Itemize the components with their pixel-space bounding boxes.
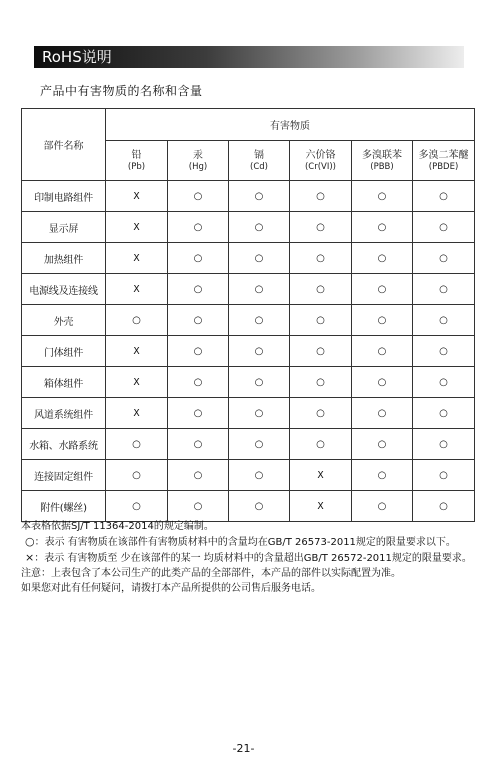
substance-name: 六价铬 [305, 149, 336, 161]
table-row [22, 212, 475, 243]
rohs-title-banner [34, 46, 464, 68]
substance-header [290, 141, 352, 181]
substance-value-cell: ○ [229, 274, 290, 305]
substance-symbol: (Pb) [127, 161, 146, 172]
cross-symbol: × [25, 551, 35, 564]
substance-value-cell: ○ [106, 491, 168, 522]
substance-value-cell: ○ [413, 460, 475, 491]
substance-value-cell: X [106, 336, 168, 367]
substance-header [413, 141, 475, 181]
substance-value-cell: ○ [229, 181, 290, 212]
circle-legend-text: ：表示 有害物质在该部件有害物质材料中的含量均在GB/T 26573-2011规定的限量要求以下。 [34, 537, 456, 548]
substance-value-cell: ○ [168, 429, 229, 460]
substance-value-cell: ○ [168, 460, 229, 491]
substance-value-cell: ○ [290, 336, 352, 367]
table-row [22, 243, 475, 274]
table-body [22, 181, 475, 522]
substance-name: 镉 [254, 149, 264, 161]
substance-value-cell: ○ [352, 243, 413, 274]
substance-value-cell: X [106, 212, 168, 243]
substance-value-cell: ○ [168, 491, 229, 522]
substance-symbol: (Cr(VI)) [304, 161, 337, 172]
page-number: -21- [232, 742, 255, 755]
table-row [22, 460, 475, 491]
substance-value-cell: ○ [229, 336, 290, 367]
substance-value-cell: X [106, 243, 168, 274]
substance-value-cell: ○ [290, 212, 352, 243]
substance-symbol: (PBDE) [428, 161, 459, 172]
substance-value-cell: X [106, 367, 168, 398]
table-row [22, 181, 475, 212]
substance-value-cell: ○ [413, 212, 475, 243]
part-name-cell: 附件(螺丝) [22, 491, 106, 522]
substance-symbol: (Hg) [188, 161, 208, 172]
substance-value-cell: ○ [106, 460, 168, 491]
substance-value-cell: ○ [290, 305, 352, 336]
substance-value-cell: ○ [413, 398, 475, 429]
substance-value-cell: X [106, 181, 168, 212]
substance-value-cell: ○ [229, 367, 290, 398]
substance-name: 多溴联苯 [362, 149, 402, 161]
hazardous-substance-table [21, 108, 475, 522]
part-name-cell: 连接固定组件 [22, 460, 106, 491]
substance-value-cell: ○ [168, 212, 229, 243]
substance-value-cell: ○ [413, 429, 475, 460]
substance-value-cell: ○ [413, 367, 475, 398]
part-name-cell: 箱体组件 [22, 367, 106, 398]
substance-value-cell: ○ [168, 336, 229, 367]
substance-header [106, 141, 168, 181]
notes-section [21, 519, 476, 596]
substance-name: 多溴二苯醚 [418, 149, 469, 161]
substance-name: 铅 [131, 149, 142, 161]
substance-value-cell: ○ [290, 429, 352, 460]
substance-value-cell: ○ [168, 243, 229, 274]
attention-note: 注意：上表包含了本公司生产的此类产品的全部部件，本产品的部件以实际配置为准。 [21, 568, 401, 579]
section-subtitle: 产品中有害物质的名称和含量 [40, 84, 203, 98]
substance-value-cell: ○ [229, 398, 290, 429]
substance-value-cell: ○ [106, 305, 168, 336]
part-name-cell: 加热组件 [22, 243, 106, 274]
substance-value-cell: ○ [352, 274, 413, 305]
substance-header [168, 141, 229, 181]
part-name-cell: 显示屏 [22, 212, 106, 243]
part-name-cell: 电源线及连接线 [22, 274, 106, 305]
substance-symbol: (Cd) [250, 161, 268, 172]
part-name-cell: 门体组件 [22, 336, 106, 367]
substance-name: 汞 [193, 149, 203, 161]
substance-value-cell: ○ [352, 181, 413, 212]
substance-value-cell: ○ [168, 367, 229, 398]
substance-value-cell: ○ [229, 212, 290, 243]
hazardous-substance-group-header: 有害物质 [106, 109, 475, 141]
substance-value-cell: ○ [352, 491, 413, 522]
substance-value-cell: ○ [352, 305, 413, 336]
substance-value-cell: ○ [168, 398, 229, 429]
table-row [22, 367, 475, 398]
substance-header [352, 141, 413, 181]
substance-value-cell: ○ [352, 336, 413, 367]
substance-value-cell: ○ [413, 243, 475, 274]
substance-value-cell: X [290, 460, 352, 491]
substance-value-cell: ○ [413, 274, 475, 305]
substance-value-cell: ○ [229, 429, 290, 460]
substance-value-cell: ○ [290, 274, 352, 305]
substance-value-cell: ○ [290, 243, 352, 274]
substance-value-cell: ○ [106, 429, 168, 460]
substance-value-cell: ○ [413, 305, 475, 336]
substance-value-cell: ○ [413, 491, 475, 522]
table-row [22, 305, 475, 336]
substance-value-cell: ○ [168, 305, 229, 336]
substance-value-cell: ○ [229, 243, 290, 274]
substance-value-cell: ○ [168, 181, 229, 212]
part-name-cell: 印制电路组件 [22, 181, 106, 212]
substance-value-cell: ○ [352, 367, 413, 398]
substance-value-cell: ○ [413, 336, 475, 367]
substance-value-cell: ○ [352, 398, 413, 429]
substance-value-cell: ○ [290, 367, 352, 398]
cross-legend [21, 550, 476, 566]
substance-value-cell: ○ [168, 274, 229, 305]
substance-value-cell: ○ [229, 460, 290, 491]
table-row [22, 429, 475, 460]
substance-value-cell: ○ [352, 460, 413, 491]
basis-note: 本表格依据SJ/T 11364-2014的规定编制。 [21, 521, 214, 532]
substance-value-cell: ○ [229, 491, 290, 522]
table-row [22, 398, 475, 429]
substance-value-cell: X [290, 491, 352, 522]
substance-value-cell: ○ [229, 305, 290, 336]
substance-value-cell: ○ [413, 181, 475, 212]
part-name-cell: 风道系统组件 [22, 398, 106, 429]
circle-symbol: ○ [25, 535, 35, 548]
table-row [22, 336, 475, 367]
circle-legend [21, 534, 476, 550]
table-row [22, 274, 475, 305]
substance-value-cell: ○ [290, 398, 352, 429]
substance-value-cell: ○ [290, 181, 352, 212]
substance-value-cell: X [106, 274, 168, 305]
contact-note: 如果您对此有任何疑问，请拨打本产品所提供的公司售后服务电话。 [21, 583, 321, 594]
substance-value-cell: ○ [352, 212, 413, 243]
substance-header [229, 141, 290, 181]
substance-symbol: (PBB) [370, 161, 394, 172]
substance-value-cell: ○ [352, 429, 413, 460]
substance-value-cell: X [106, 398, 168, 429]
banner-title: RoHS说明 [42, 48, 112, 66]
part-name-cell: 外壳 [22, 305, 106, 336]
table-row [22, 491, 475, 522]
part-name-cell: 水箱、水路系统 [22, 429, 106, 460]
part-name-header: 部件名称 [22, 109, 106, 181]
cross-legend-text: ：表示 有害物质至 少在该部件的某一 均质材料中的含量超出GB/T 26572-2011规定的限量要求。 [34, 553, 472, 564]
